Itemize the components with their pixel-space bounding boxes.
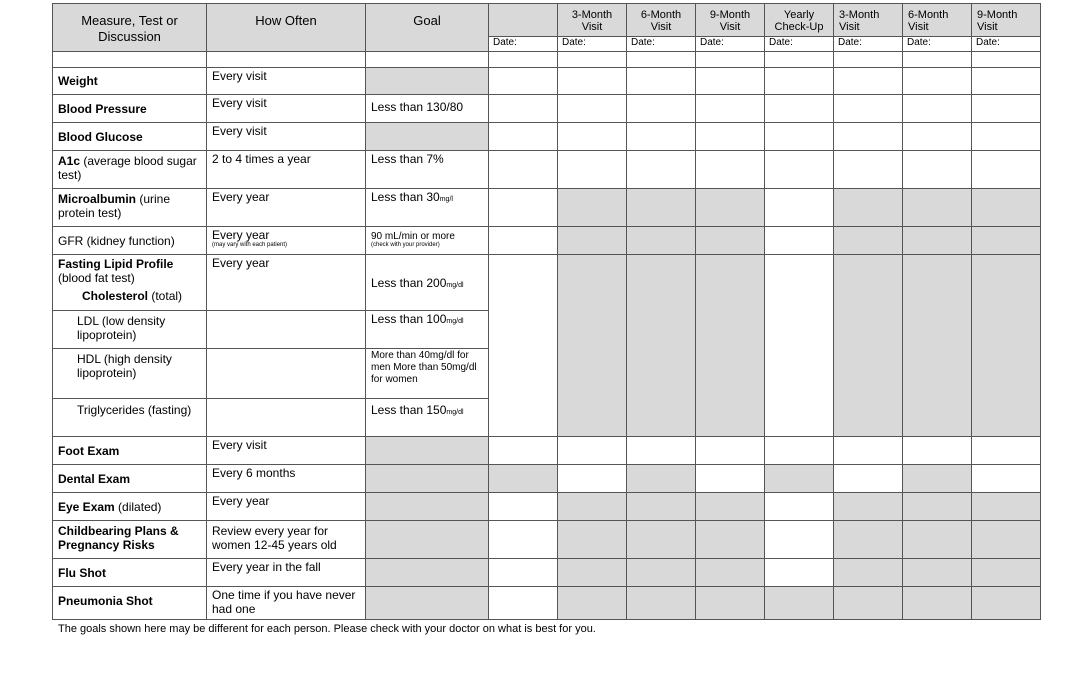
date-field[interactable]: Date: (558, 37, 627, 52)
visit-header (489, 4, 558, 37)
visit-header: 6-Month Visit (627, 4, 696, 37)
measure-name: Foot Exam (58, 444, 120, 458)
goal (366, 123, 489, 151)
goal: 90 mL/min or more (check with your provider) (366, 227, 489, 255)
measure-name: Microalbumin (58, 192, 137, 206)
goal: Less than 150mg/dl (366, 399, 489, 437)
visit-header: 6-Month Visit (903, 4, 972, 37)
measure-name: Weight (58, 74, 98, 88)
date-field[interactable]: Date: (765, 37, 834, 52)
goal: More than 40mg/dl for men More than 50mg/dl for women (366, 349, 489, 399)
date-field[interactable]: Date: (696, 37, 765, 52)
frequency: Every year (207, 189, 366, 227)
measure-name: A1c (58, 154, 81, 168)
table-row (53, 68, 1041, 95)
frequency: 2 to 4 times a year (207, 151, 366, 189)
measure-name: Blood Pressure (58, 102, 147, 116)
measure-name: Childbearing Plans & Pregnancy Risks (58, 524, 179, 552)
table-row (53, 559, 1041, 587)
frequency: Every visit (207, 68, 366, 95)
measure-detail: (dilated) (114, 500, 162, 514)
measure-name: Pneumonia Shot (58, 594, 153, 608)
goal-header: Goal (366, 4, 489, 52)
frequency: Every visit (207, 437, 366, 465)
goal: Less than 130/80 (366, 95, 489, 123)
diabetes-care-table (52, 3, 1041, 620)
visit-header: 3-Month Visit (834, 4, 903, 37)
frequency: Every year (207, 493, 366, 521)
visit-header: 9-Month Visit (696, 4, 765, 37)
table-row (53, 493, 1041, 521)
spacer-row (53, 52, 1041, 68)
visit-header: 3-Month Visit (558, 4, 627, 37)
frequency: Every year (207, 255, 366, 311)
table-row (53, 587, 1041, 620)
frequency: Every 6 months (207, 465, 366, 493)
table-row (53, 465, 1041, 493)
header-row (53, 4, 1041, 37)
date-field[interactable]: Date: (972, 37, 1041, 52)
measure-name: Eye Exam (58, 500, 115, 514)
how-often-header: How Often (207, 4, 366, 52)
measure-name: Triglycerides (fasting) (53, 399, 207, 437)
goal (366, 68, 489, 95)
measure-name: HDL (high density lipoprotein) (53, 349, 207, 399)
measure-detail: (urine protein test) (58, 192, 171, 220)
measure-detail: (total) (148, 289, 183, 303)
measure-name: Fasting Lipid Profile (58, 257, 174, 271)
goal: Less than 7% (366, 151, 489, 189)
frequency: Every visit (207, 123, 366, 151)
frequency: Every year (may vary with each patient) (207, 227, 366, 255)
date-field[interactable]: Date: (627, 37, 696, 52)
measure-name: Cholesterol (82, 289, 149, 303)
table-row (53, 151, 1041, 189)
measure-name: LDL (low density lipoprotein) (53, 311, 207, 349)
table-row (53, 95, 1041, 123)
table-row (53, 189, 1041, 227)
visit-header: Yearly Check-Up (765, 4, 834, 37)
measure-name: GFR (kidney function) (53, 227, 207, 255)
measure-detail: (average blood sugar test) (58, 154, 197, 182)
goal: Less than 200mg/dl (366, 255, 489, 311)
measure-header: Measure, Test or Discussion (53, 4, 207, 52)
frequency: Review every year for women 12-45 years old (207, 521, 366, 559)
table-row (53, 437, 1041, 465)
date-field[interactable]: Date: (489, 37, 558, 52)
measure-name: Blood Glucose (58, 130, 143, 144)
table-row (53, 123, 1041, 151)
table-row (53, 255, 1041, 311)
frequency: Every year in the fall (207, 559, 366, 587)
goal: Less than 100mg/dl (366, 311, 489, 349)
goal: Less than 30mg/l (366, 189, 489, 227)
date-field[interactable]: Date: (834, 37, 903, 52)
measure-name: Dental Exam (58, 472, 131, 486)
frequency: One time if you have never had one (207, 587, 366, 620)
measure-name: Flu Shot (58, 566, 106, 580)
date-field[interactable]: Date: (903, 37, 972, 52)
frequency: Every visit (207, 95, 366, 123)
visit-header: 9-Month Visit (972, 4, 1041, 37)
table-row (53, 227, 1041, 255)
footnote: The goals shown here may be different for each person. Please check with your doctor on what is best for you. (58, 623, 596, 635)
table-row (53, 521, 1041, 559)
measure-detail: (blood fat test) (58, 271, 135, 285)
